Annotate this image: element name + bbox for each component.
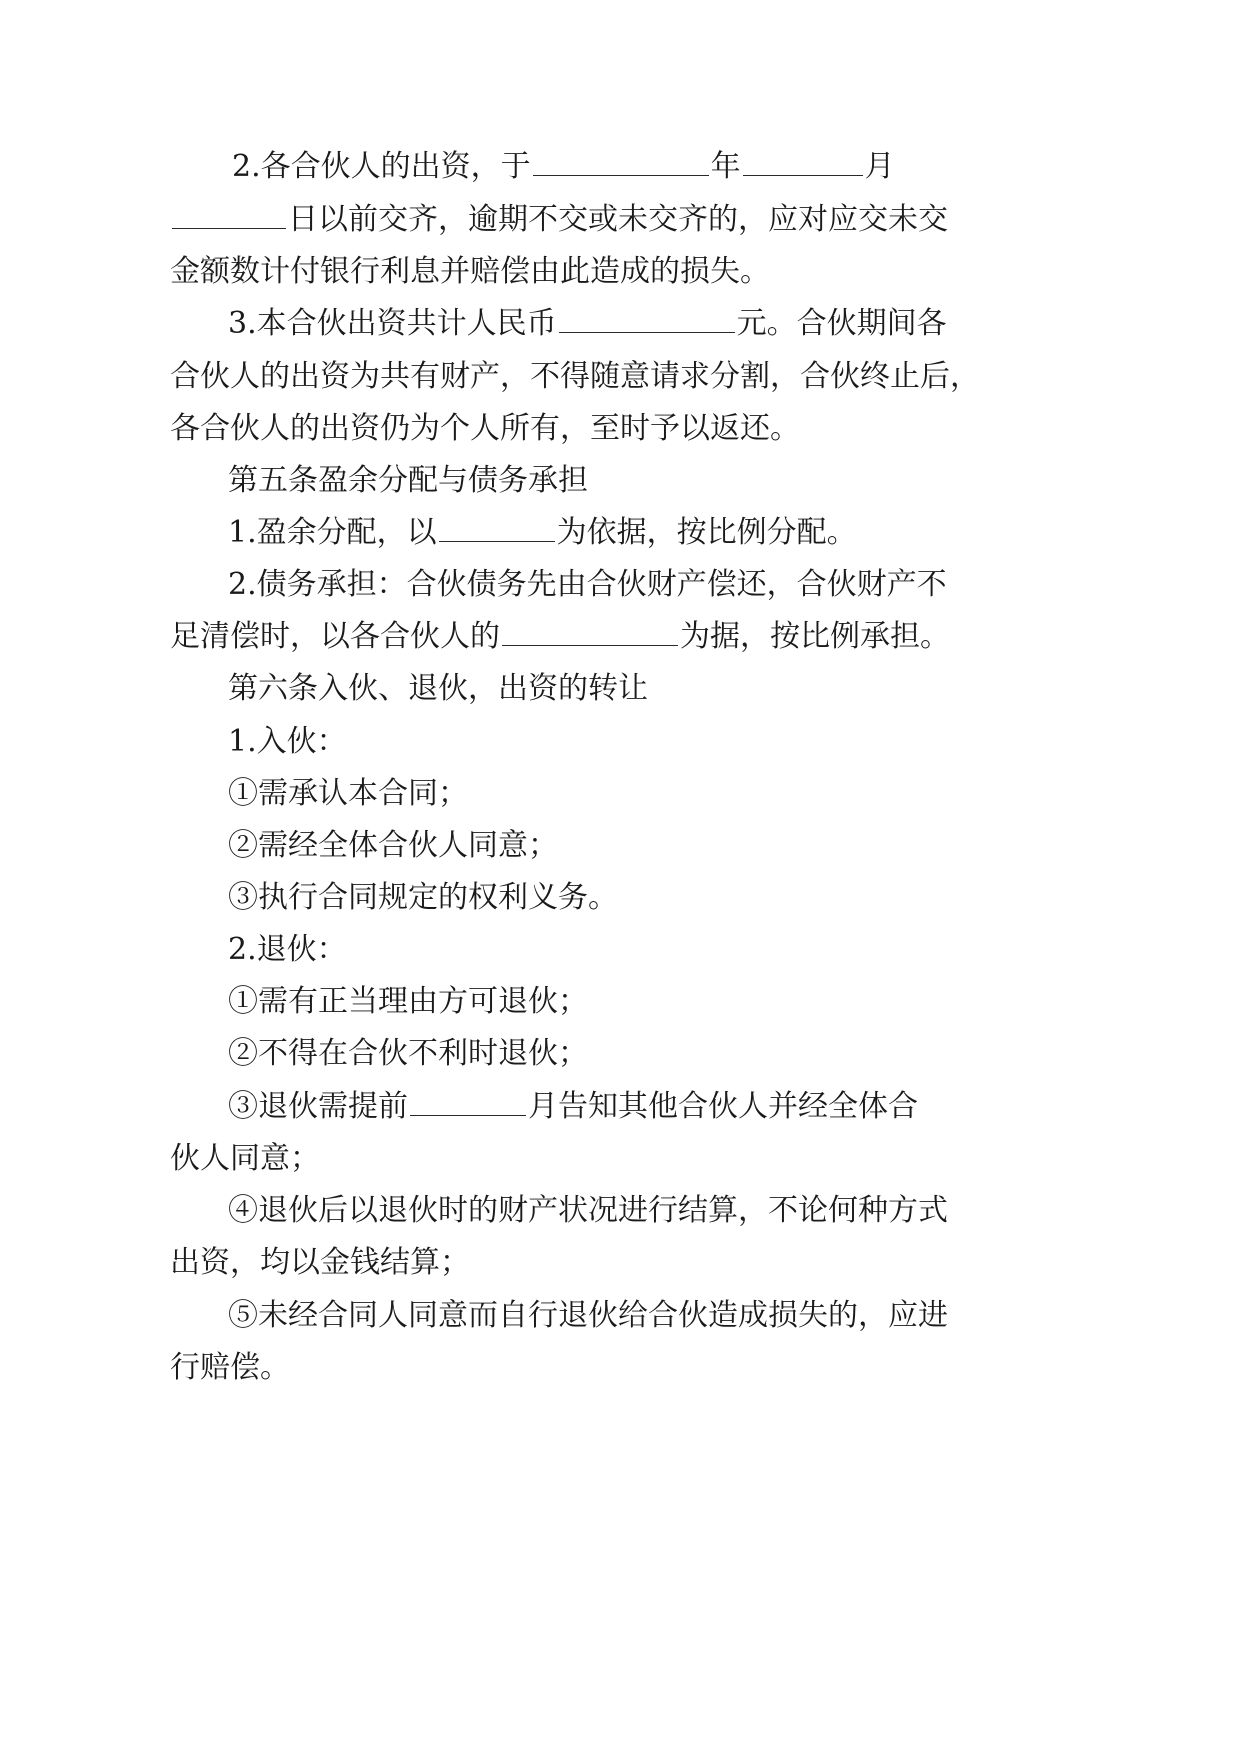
list-item — [228, 878, 618, 918]
text-run: 月告知其他合伙人并经全体合 — [528, 1089, 918, 1124]
paragraph-line — [228, 565, 947, 605]
list-item — [228, 826, 558, 866]
paragraph-line — [228, 513, 857, 553]
text-run: 行赔偿。 — [170, 1350, 290, 1385]
text-run: 第五条盈余分配与债务承担 — [228, 463, 588, 498]
paragraph-line — [228, 930, 347, 970]
text-run: 月 — [864, 149, 895, 184]
text-run: 为据，按比例承担。 — [680, 619, 950, 654]
list-item — [228, 1191, 948, 1231]
text-run: 日以前交齐，逾期不交或未交齐的，应对应交未交 — [288, 202, 948, 237]
text-run: 金额数计付银行利息并赔偿由此造成的损失。 — [170, 254, 770, 289]
text-run: 各合伙人的出资仍为个人所有，至时予以返还。 — [170, 411, 800, 446]
section-heading — [228, 461, 588, 501]
list-item-continuation — [170, 1348, 290, 1388]
list-item — [228, 1034, 588, 1074]
fill-blank-day[interactable] — [172, 201, 286, 229]
fill-blank-debt-basis[interactable] — [502, 618, 678, 646]
text-run: 足清偿时，以各合伙人的 — [170, 619, 500, 654]
paragraph-line — [228, 304, 947, 344]
list-item-continuation — [170, 1139, 320, 1179]
text-run: 1.盈余分配，以 — [228, 515, 437, 550]
text-run: ③退伙需提前 — [228, 1089, 408, 1124]
text-run: 2.退伙： — [228, 932, 347, 967]
paragraph-line — [170, 252, 770, 292]
list-item — [228, 1087, 918, 1127]
list-item — [228, 1296, 948, 1336]
text-run: ②不得在合伙不利时退伙； — [228, 1036, 588, 1071]
paragraph-line — [170, 409, 800, 449]
text-run: 1.入伙： — [228, 724, 347, 759]
paragraph-line — [228, 722, 347, 762]
paragraph-line — [170, 357, 980, 397]
list-item — [228, 982, 588, 1022]
text-run: 2.债务承担：合伙债务先由合伙财产偿还，合伙财产不 — [228, 567, 947, 602]
text-run: 合伙人的出资为共有财产，不得随意请求分割，合伙终止后， — [170, 359, 980, 394]
text-run: ①需承认本合同； — [228, 776, 468, 811]
text-run: ⑤未经合同人同意而自行退伙给合伙造成损失的，应进 — [228, 1298, 948, 1333]
text-run: ③执行合同规定的权利义务。 — [228, 880, 618, 915]
section-heading — [228, 669, 648, 709]
list-item — [228, 774, 468, 814]
fill-blank-profit-basis[interactable] — [439, 514, 555, 542]
text-run: 出资，均以金钱结算； — [170, 1245, 470, 1280]
fill-blank-notice-months[interactable] — [410, 1088, 526, 1116]
fill-blank-year[interactable] — [533, 148, 709, 176]
text-run: 第六条入伙、退伙，出资的转让 — [228, 671, 648, 706]
fill-blank-amount[interactable] — [559, 305, 735, 333]
text-run: ②需经全体合伙人同意； — [228, 828, 558, 863]
text-run: 年 — [710, 149, 741, 184]
text-run: 元。合伙期间各 — [736, 306, 947, 341]
text-run: ①需有正当理由方可退伙； — [228, 984, 588, 1019]
text-run: 为依据，按比例分配。 — [556, 515, 857, 550]
text-run: 2.各合伙人的出资，于 — [232, 149, 531, 184]
text-run: 伙人同意； — [170, 1141, 320, 1176]
text-run: ④退伙后以退伙时的财产状况进行结算，不论何种方式 — [228, 1193, 948, 1228]
paragraph-line — [232, 147, 895, 187]
paragraph-line — [170, 200, 948, 240]
paragraph-line — [170, 617, 950, 657]
fill-blank-month[interactable] — [743, 148, 863, 176]
list-item-continuation — [170, 1243, 470, 1283]
text-run: 3.本合伙出资共计人民币 — [228, 306, 557, 341]
